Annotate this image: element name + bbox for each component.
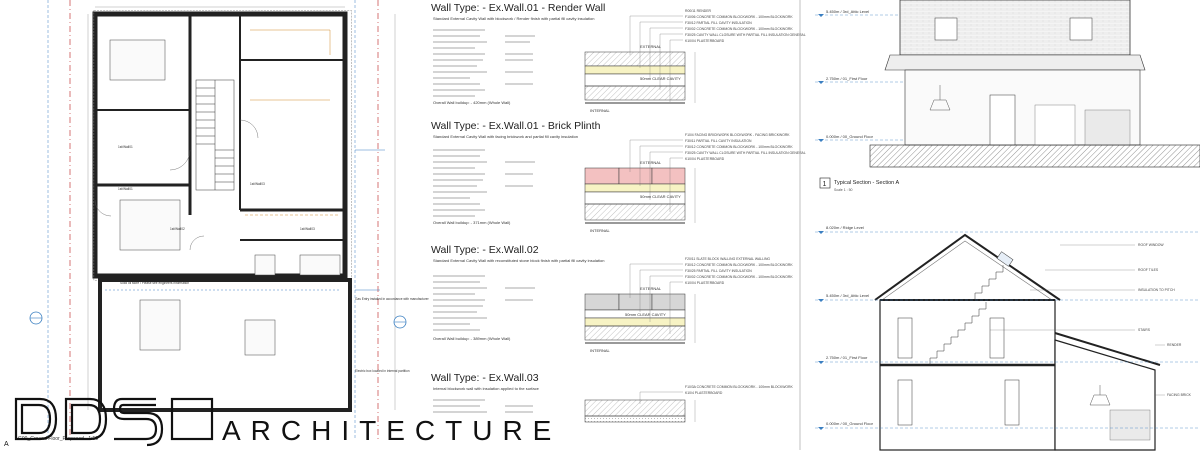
level-label: 8.020m / Ridge Level	[826, 225, 864, 230]
level-label: 0.000m / 00_Ground Floor	[826, 421, 873, 426]
svg-text:INTERNAL: INTERNAL	[590, 228, 610, 233]
svg-text:STAIRS: STAIRS	[1138, 328, 1150, 332]
room-label: 1st/Wall02	[170, 227, 185, 231]
svg-text:F30/25 CAVITY WALL CLOSURE WIT: F30/25 CAVITY WALL CLOSURE WITH PARTIAL FILL INSULATION GENERAL	[685, 33, 806, 37]
svg-text:K10/04 PLASTERBOARD: K10/04 PLASTERBOARD	[685, 281, 725, 285]
svg-text:INTERNAL: INTERNAL	[590, 348, 610, 353]
wall-section-2	[585, 133, 806, 233]
wall-overall-3: Overall Wall buildup: - 389mm (Whole Wall)	[433, 336, 511, 341]
svg-text:K10/04 PLASTERBOARD: K10/04 PLASTERBOARD	[685, 157, 725, 161]
level-label: 2.750m / 01_First Floor	[826, 355, 868, 360]
svg-text:F20/11 SLATE BLOCK WALLING EXT: F20/11 SLATE BLOCK WALLING EXTERNAL WALLING	[685, 257, 771, 261]
section-number: 1	[822, 181, 827, 188]
floor-plan-drawing	[0, 0, 429, 450]
level-label: 5.450m / 3rd_Attic Level	[826, 293, 870, 298]
plan-note: Solid oil store / Please see engineers information	[120, 281, 190, 285]
svg-text:INSULATION TO PITCH: INSULATION TO PITCH	[1138, 288, 1175, 292]
svg-text:K10/4 PLASTERBOARD: K10/4 PLASTERBOARD	[685, 391, 723, 395]
svg-text:F30/11 PARTIAL FILL CAVITY INS: F30/11 PARTIAL FILL CAVITY INSULATION	[685, 139, 752, 143]
svg-text:F30/02 CONCRETE COMMON BLOCKWO: F30/02 CONCRETE COMMON BLOCKWORK - 100mm BLOCKWORK	[685, 27, 793, 31]
svg-text:F30/25 PARTIAL FILL CAVITY INS: F30/25 PARTIAL FILL CAVITY INSULATION	[685, 269, 752, 273]
wall-title-2: Wall Type: - Ex.Wall.01 - Brick Plinth	[431, 120, 601, 132]
svg-text:50mm CLEAR CAVITY: 50mm CLEAR CAVITY	[625, 312, 666, 317]
svg-text:F10/3A CONCRETE COMMON BLOCKWO: F10/3A CONCRETE COMMON BLOCKWORK - 100mm BLOCKWORK	[685, 385, 793, 389]
section-drawings	[800, 0, 1200, 450]
svg-text:F30/12 CONCRETE COMMON BLOCKWO: F30/12 CONCRETE COMMON BLOCKWORK - 100mm BLOCKWORK	[685, 263, 793, 267]
wall-desc-4: Internal blockwork wall with insulation applied to the surface	[433, 386, 539, 391]
wall-overall-2: Overall Wall buildup: - 371mm (Whole Wall)	[433, 220, 511, 225]
floor-plan-panel	[0, 0, 429, 450]
section-scale: Scale 1 : 50	[834, 188, 853, 192]
svg-text:F30/02 CONCRETE COMMON BLOCKWO: F30/02 CONCRETE COMMON BLOCKWORK - 100mm BLOCKWORK	[685, 275, 793, 279]
architecture-wordmark: ARCHITECTURE	[222, 415, 562, 446]
room-label: 1st/Wall03	[300, 227, 315, 231]
svg-text:R00/11 RENDER: R00/11 RENDER	[685, 9, 711, 13]
wall-section-4	[585, 385, 794, 422]
plan-caption: G00_Ground Floor_Proposed - 1:50	[18, 436, 99, 442]
wall-section-1	[585, 9, 806, 113]
svg-text:EXTERNAL: EXTERNAL	[640, 286, 662, 291]
svg-text:K10/04 PLASTERBOARD: K10/04 PLASTERBOARD	[685, 39, 725, 43]
plan-note: Gas Entry installed in accordance with manufacturer	[355, 297, 429, 301]
sections-panel	[800, 0, 1200, 450]
level-label: 0.000m / 00_Ground Floor	[826, 134, 873, 139]
wall-desc-3: Standard External Cavity Wall with reconstituted stone block finish with partial fill cavity insulation	[433, 258, 605, 263]
upper-section	[815, 0, 1200, 167]
level-label: 5.450m / 3rd_Attic Level	[826, 9, 870, 14]
svg-text:F10/06 CONCRETE COMMON BLOCKWO: F10/06 CONCRETE COMMON BLOCKWORK - 100mm BLOCKWORK	[685, 15, 793, 19]
svg-text:EXTERNAL: EXTERNAL	[640, 160, 662, 165]
room-label: 1st/Wall01	[118, 187, 133, 191]
svg-text:F30/12 CONCRETE COMMON BLOCKWO: F30/12 CONCRETE COMMON BLOCKWORK - 100mm BLOCKWORK	[685, 145, 793, 149]
wall-title-1: Wall Type: - Ex.Wall.01 - Render Wall	[431, 2, 606, 14]
wall-desc-2: Standard External Cavity Wall with facing brickwork and partial fill cavity insulation	[433, 134, 579, 139]
wall-int-label: INTERNAL	[590, 108, 610, 113]
wall-section-3	[585, 257, 793, 353]
wall-gap-label: 50mm CLEAR CAVITY	[640, 76, 681, 81]
wall-title-3: Wall Type: - Ex.Wall.02	[431, 244, 539, 256]
svg-text:ROOF WINDOW: ROOF WINDOW	[1138, 243, 1164, 247]
plan-north-label: A	[4, 441, 9, 448]
svg-text:F30/12 PARTIAL FILL CAVITY INS: F30/12 PARTIAL FILL CAVITY INSULATION	[685, 21, 752, 25]
plan-note: Electric box located in internal partition	[355, 369, 410, 373]
room-label: 1st/Wall01	[118, 145, 133, 149]
wall-types-panel	[425, 0, 806, 450]
lower-section	[815, 225, 1200, 450]
wall-title-4: Wall Type: - Ex.Wall.03	[431, 372, 539, 384]
level-label: 2.750m / 01_First Floor	[826, 76, 868, 81]
svg-text:ROOF TILES: ROOF TILES	[1138, 268, 1159, 272]
wall-desc-1: Standard External Cavity Wall with blockwork / Render finish with partial fill cavity insulation	[433, 16, 595, 21]
wall-overall-1: Overall Wall buildup: - 420mm (Whole Wall)	[433, 100, 511, 105]
svg-text:F30/25 CAVITY WALL CLOSURE WIT: F30/25 CAVITY WALL CLOSURE WITH PARTIAL FILL INSULATION GENERAL	[685, 151, 806, 155]
svg-text:RENDER: RENDER	[1167, 343, 1182, 347]
room-label: 1st/Wall03	[250, 182, 265, 186]
section-title: Typical Section - Section A	[834, 180, 900, 186]
svg-text:50mm CLEAR CAVITY: 50mm CLEAR CAVITY	[640, 194, 681, 199]
wall-ext-label: EXTERNAL	[640, 44, 662, 49]
svg-text:FACING BRICK: FACING BRICK	[1167, 393, 1191, 397]
svg-text:F10/4 FACING BRICKWORK BLOCKWO: F10/4 FACING BRICKWORK BLOCKWORK - FACING BRICKWORK	[685, 133, 790, 137]
dds-logo-mark: DDS	[220, 435, 223, 436]
wall-sections-drawing	[425, 0, 806, 450]
